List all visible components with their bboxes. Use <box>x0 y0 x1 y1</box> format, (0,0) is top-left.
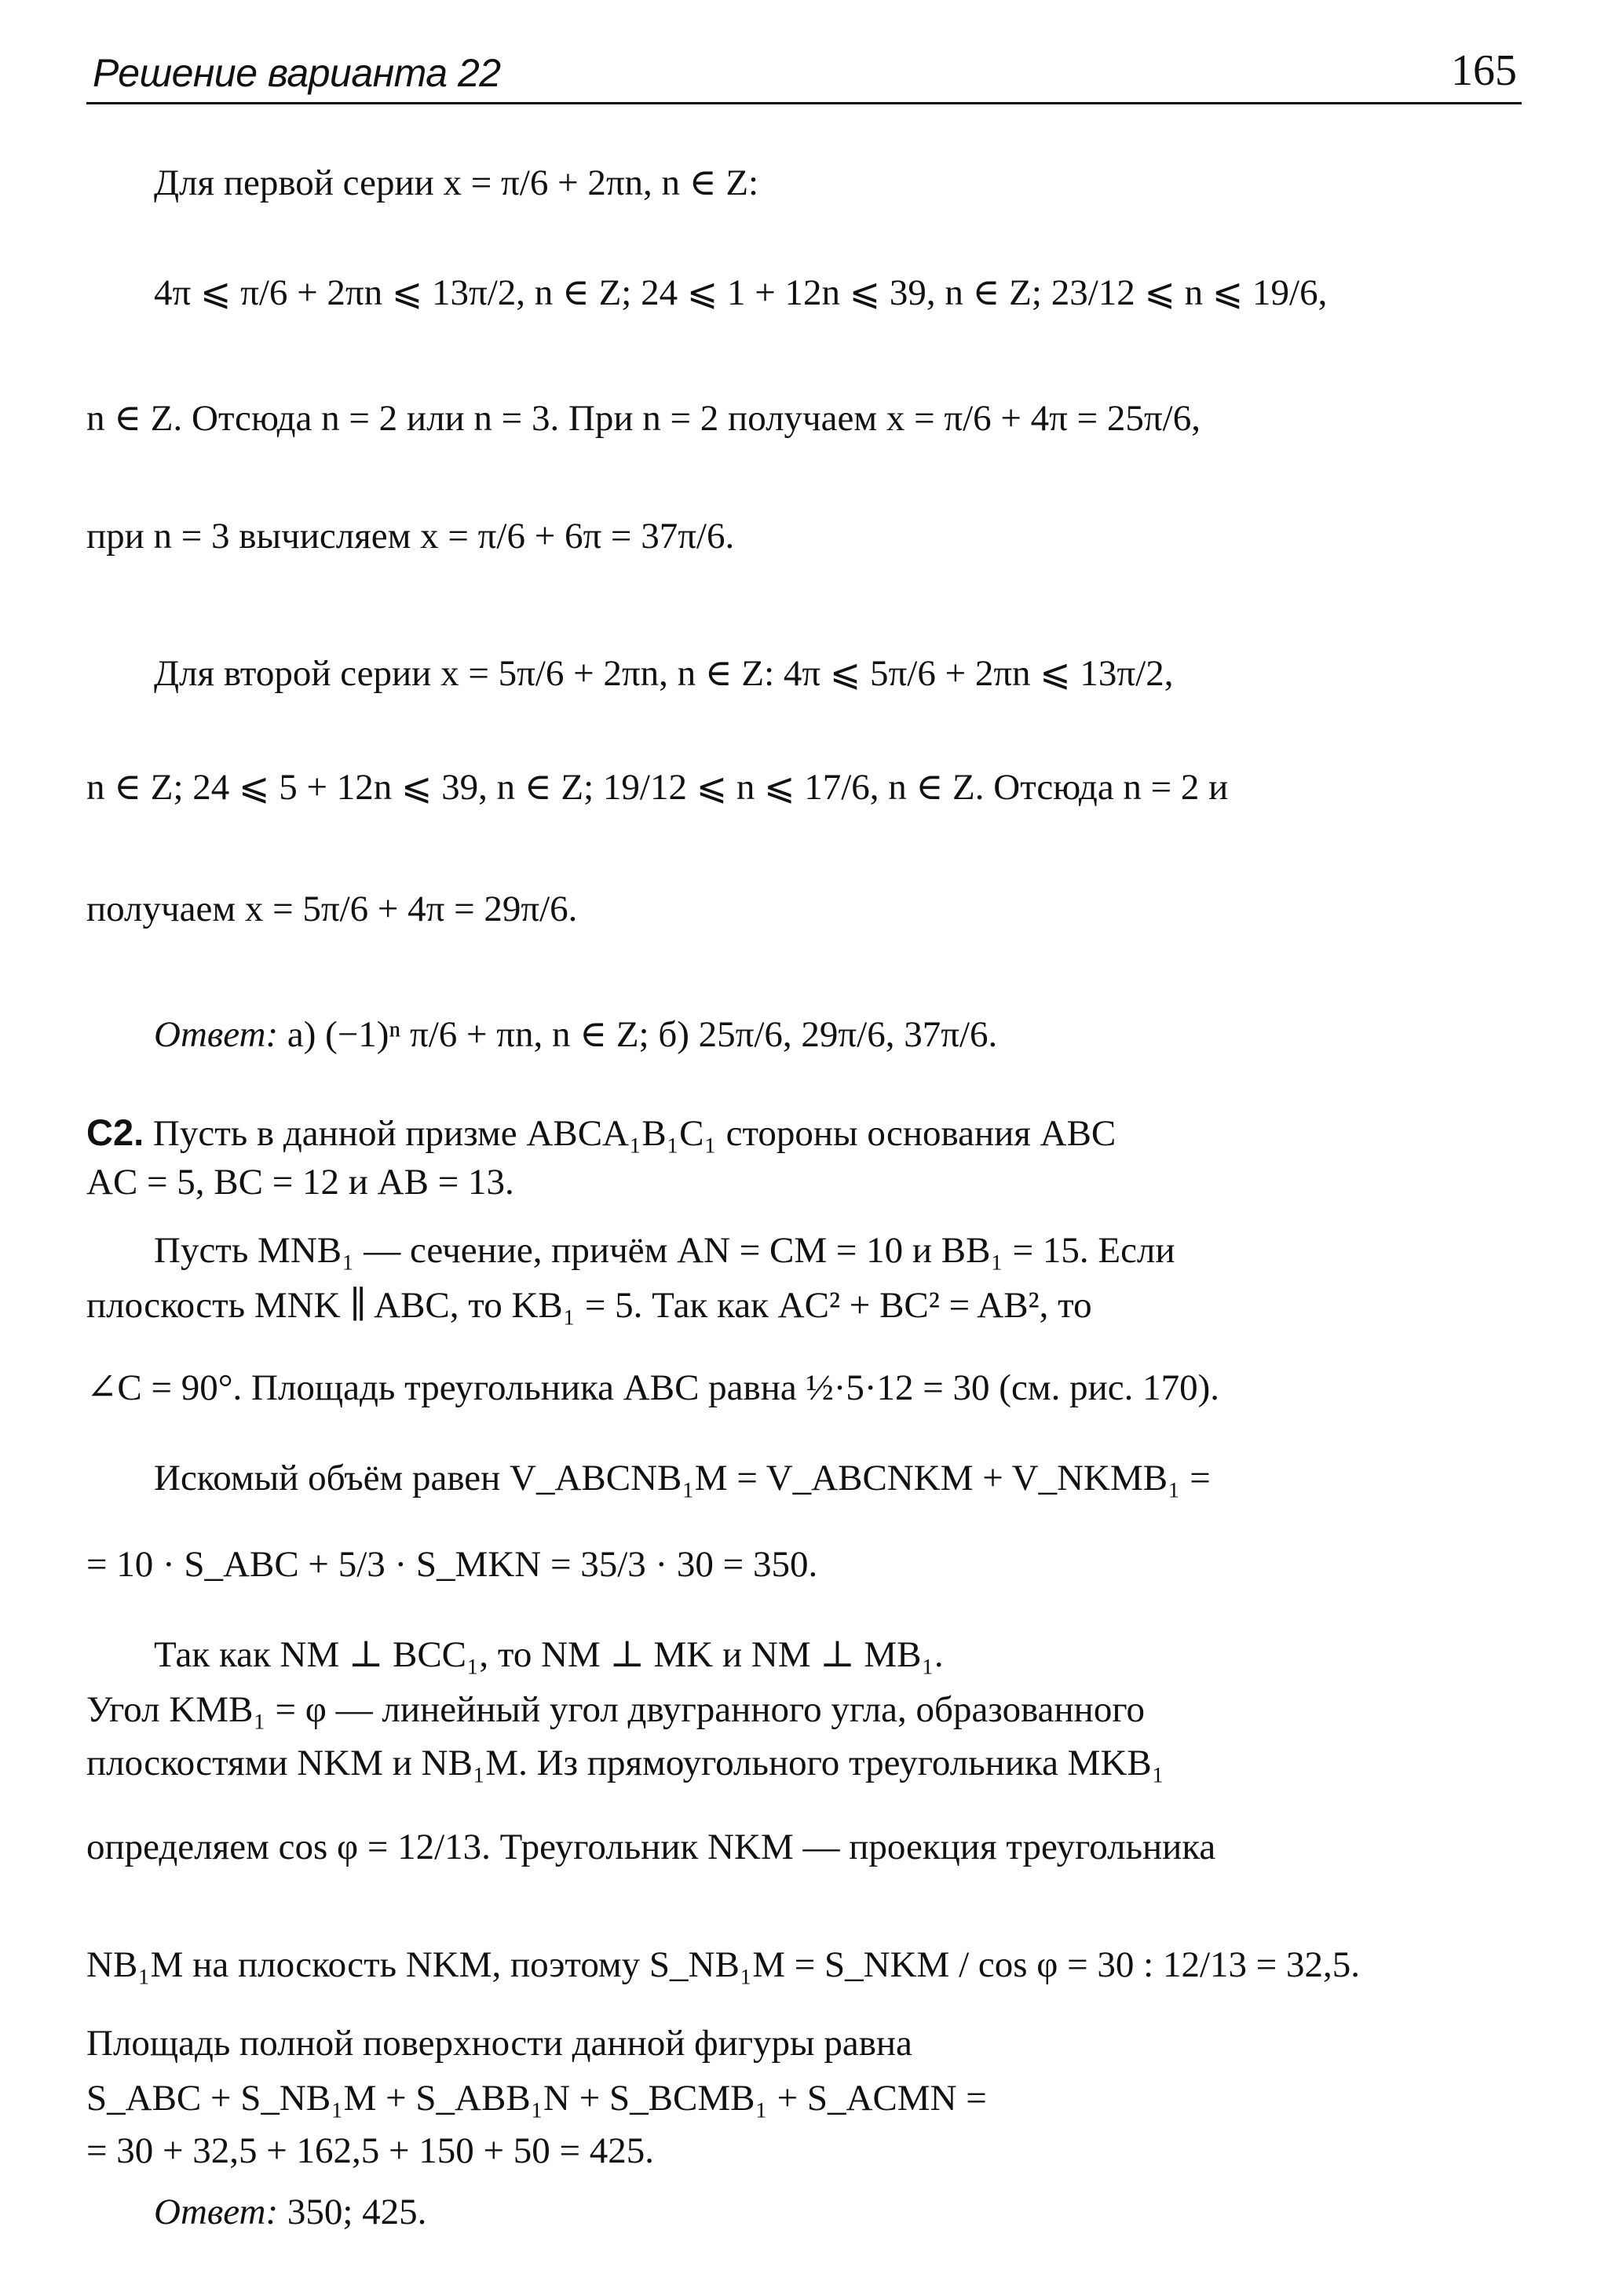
c2-line-2: AC = 5, BC = 12 и AB = 13. <box>86 1162 514 1203</box>
c2-line-12: NB₁M на плоскость NKM, поэтому S_NB₁M = S_NKM / cos φ = 30 : 12/13 = 32,5. <box>86 1944 1361 1985</box>
c2-line-11: определяем cos φ = 12/13. Треугольник NKM — проекция треугольника <box>86 1827 1216 1867</box>
answer-label: Ответ: <box>154 1014 279 1055</box>
first-series-result: n ∈ Z. Отсюда n = 2 или n = 3. При n = 2 получаем x = π/6 + 4π = 25π/6, <box>86 398 1201 439</box>
page-number: 165 <box>1451 46 1517 95</box>
c2-line-15: = 30 + 32,5 + 162,5 + 150 + 50 = 425. <box>86 2130 655 2171</box>
c2-line-3: Пусть MNB₁ — сечение, причём AN = CM = 10 и BB₁ = 15. Если <box>154 1230 1175 1271</box>
c2-line-6: Искомый объём равен V_ABCNB₁M = V_ABCNKM + V_NKMB₁ = <box>154 1458 1211 1498</box>
answer-label-c2: Ответ: <box>154 2192 279 2232</box>
c2-line-7: = 10 · S_ABC + 5/3 · S_MKN = 35/3 · 30 = 350. <box>86 1544 818 1585</box>
c2-line-9: Угол KMB₁ = φ — линейный угол двугранного угла, образованного <box>86 1689 1145 1730</box>
second-series-intro: Для второй серии x = 5π/6 + 2πn, n ∈ Z: 4π ⩽ 5π/6 + 2πn ⩽ 13π/2, <box>154 653 1174 694</box>
problem-label: C2. <box>86 1111 144 1153</box>
c2-line-8: Так как NM ⊥ BCC₁, то NM ⊥ MK и NM ⊥ MB₁. <box>154 1634 944 1675</box>
c2-line-10: плоскостями NKM и NB₁M. Из прямоугольного треугольника MKB₁ <box>86 1743 1165 1783</box>
answer-c2 <box>154 2190 1522 2234</box>
page-header <box>86 46 1522 104</box>
c2-line-13: Площадь полной поверхности данной фигуры равна <box>86 2023 912 2064</box>
first-series-result-2: при n = 3 вычисляем x = π/6 + 6π = 37π/6. <box>86 516 735 557</box>
second-series-inequality: n ∈ Z; 24 ⩽ 5 + 12n ⩽ 39, n ∈ Z; 19/12 ⩽ n ⩽ 17/6, n ∈ Z. Отсюда n = 2 и <box>86 767 1229 808</box>
first-series-intro: Для первой серии x = π/6 + 2πn, n ∈ Z: <box>154 162 759 203</box>
first-series-inequality: 4π ⩽ π/6 + 2πn ⩽ 13π/2, n ∈ Z; 24 ⩽ 1 + 12n ⩽ 39, n ∈ Z; 23/12 ⩽ n ⩽ 19/6, <box>154 272 1328 313</box>
c2-line-14: S_ABC + S_NB₁M + S_ABB₁N + S_BCMB₁ + S_ACMN = <box>86 2078 987 2119</box>
c2-line-1-text: Пусть в данной призме ABCA₁B₁C₁ стороны основания ABC <box>152 1113 1116 1154</box>
c2-line-5: ∠C = 90°. Площадь треугольника ABC равна ½·5·12 = 30 (см. рис. 170). <box>86 1367 1219 1408</box>
c2-line-1 <box>86 1111 1522 1155</box>
answer-text: а) (−1)ⁿ π/6 + πn, n ∈ Z; б) 25π/6, 29π/6, 37π/6. <box>287 1014 998 1055</box>
answer-part-b <box>154 1013 1522 1057</box>
second-series-result: получаем x = 5π/6 + 4π = 29π/6. <box>86 889 578 929</box>
answer-text-c2: 350; 425. <box>287 2192 427 2232</box>
c2-line-4: плоскость MNK ∥ ABC, то KB₁ = 5. Так как AC² + BC² = AB², то <box>86 1285 1092 1326</box>
running-title: Решение варианта 22 <box>93 51 501 95</box>
